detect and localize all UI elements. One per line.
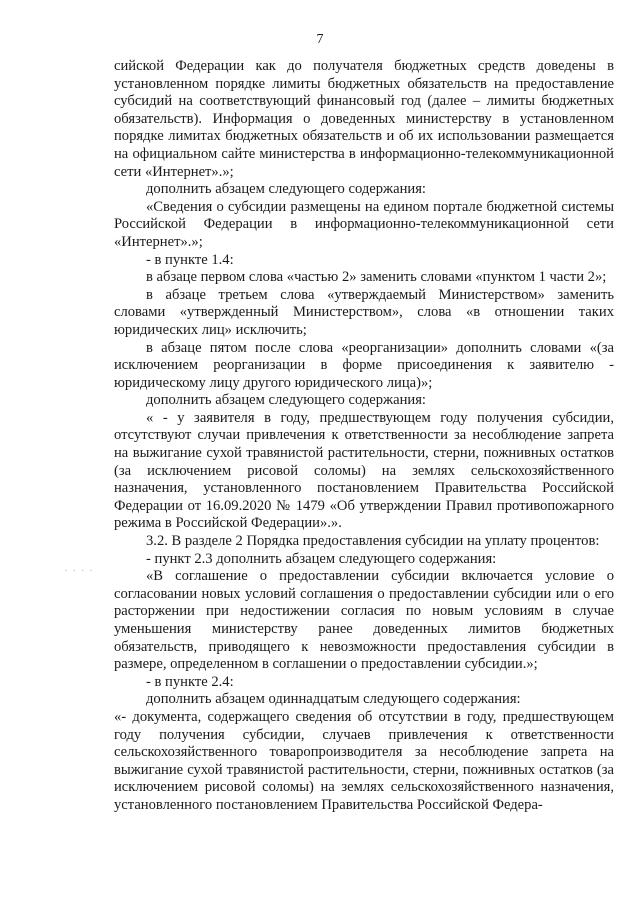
paragraph: - в пункте 2.4: <box>146 673 234 690</box>
paragraph: дополнить абзацем следующего содержания: <box>146 181 426 198</box>
paragraph: 3.2. В разделе 2 Порядка предоставления субсидии на уплату процентов: <box>146 533 600 550</box>
paragraph: « - у заявителя в году, предшествующем году получения субсидии, отсутствуют случаи привлечения к ответственности за несоблюдение запрета на выжигание сухой травянистой растительности, стерни, пожнивных остатков (за исключением рисовой соломы) на землях сельскохозяйственного назначения, установленного постановлением Правительства Российской Федерации от 16.09.2020 № 1479 «Об утверждении Правил противопожарного режима в Российской Федерации».». <box>114 409 614 532</box>
paragraph: дополнить абзацем одиннадцатым следующего содержания: <box>146 691 521 708</box>
margin-mark: · · · · <box>64 565 94 577</box>
paragraph: сийской Федерации как до получателя бюджетных средств доведены в установленном порядке лимиты бюджетных обязательств на предоставление субсидий на соответствующий финансовый год (далее – лимиты бюджетных обязательств). Информация о доведенных министерству в установленном порядке лимитах бюджетных обязательств и об их использовании размещается на официальном сайте министерства в информационно-телекоммуникационной сети «Интернет».»; <box>114 58 614 180</box>
paragraph: в абзаце пятом после слова «реорганизации» дополнить словами «(за исключением реорганизации в форме присоединения к заявителю - юридическому лицу другого юридического лица)»; <box>114 339 614 391</box>
paragraph: «Сведения о субсидии размещены на едином портале бюджетной системы Российской Федерации в информационно-телекоммуникационной сети «Интернет».»; <box>114 198 614 250</box>
body-text <box>114 58 614 815</box>
paragraph: «В соглашение о предоставлении субсидии включается условие о согласовании новых условий соглашения о предоставлении субсидии или о его расторжении при недостижении согласия по новым условиям в случае уменьшения министерству ранее доведенных лимитов бюджетных обязательств, приводящего к невозможности предоставления субсидии в размере, определенном в соглашении о предоставлении субсидии.»; <box>114 568 614 673</box>
paragraph: - пункт 2.3 дополнить абзацем следующего содержания: <box>146 550 497 567</box>
paragraph: «- документа, содержащего сведения об отсутствии в году, предшествующем году получения субсидии, случаев привлечения к ответственности сельскохозяйственного товаропроизводителя за несоблюдение запрета на выжигание сухой травянистой растительности, стерни, пожнивных остатков (за исключением рисовой соломы) на землях сельскохозяйственного назначения, установленного постановлением Правительства Российской Федера- <box>114 708 614 813</box>
paragraph: - в пункте 1.4: <box>146 251 234 268</box>
paragraph: в абзаце первом слова «частью 2» заменить словами «пунктом 1 части 2»; <box>146 269 607 286</box>
page-number: 7 <box>316 32 324 47</box>
paragraph: в абзаце третьем слова «утверждаемый Министерством» заменить словами «утвержденный Министерством», слова «в отношении таких юридических лиц» исключить; <box>114 286 614 338</box>
paragraph: дополнить абзацем следующего содержания: <box>146 392 426 409</box>
